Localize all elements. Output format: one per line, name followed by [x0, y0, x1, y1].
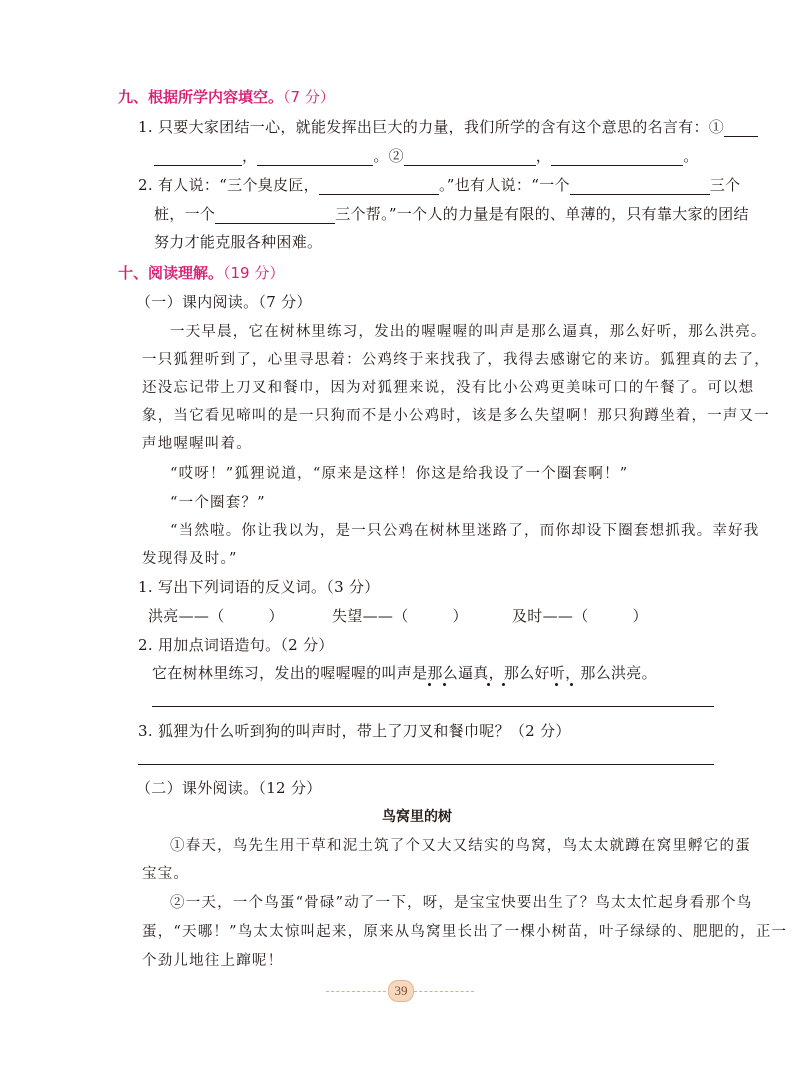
passage1-line: 发现得及时。” [142, 551, 238, 567]
passage1-line: “哎呀！”狐狸说道，“原来是这样！你这是给我设了一个圈套啊！” [170, 466, 629, 482]
blank-6[interactable] [319, 178, 439, 195]
paren-close: ） [452, 607, 468, 625]
emphasis-dot [487, 683, 490, 686]
q9-2-line1 [138, 174, 740, 195]
q9-2-line2 [154, 203, 749, 224]
part1-q1: 1. 写出下列词语的反义词。（3 分） [138, 578, 380, 596]
footer-rule-left [326, 991, 386, 992]
section-10-label: 十、阅读理解。 [118, 264, 224, 282]
passage2-line: 蛋，“天哪！”鸟太太惊叫起来，原来从鸟窝里长出了一棵小树苗，叶子绿绿的、肥肥的，正一 [142, 924, 788, 940]
blank-7[interactable] [570, 178, 710, 195]
section-10-title [118, 262, 284, 283]
q9-1-comma2: ， [535, 147, 552, 165]
passage2-line: 宝宝。 [142, 866, 190, 882]
emphasis-dot [570, 683, 573, 686]
passage1-line: 象，当它看见啼叫的是一只狗而不是小公鸡时，该是多么失望啊！那只狗蹲坐着，一声又一 [142, 408, 770, 424]
story-title: 鸟窝里的树 [382, 809, 452, 825]
emphasis-dot [555, 683, 558, 686]
part1-heading: （一）课内阅读。（7 分） [136, 293, 312, 311]
passage1-line: 一只狐狸听到了，心里寻思着：公鸡终于来找我了，我得去感谢它的来访。狐狸真的去了， [142, 352, 770, 368]
passage1-line: “当然啦。你让我以为，是一只公鸡在树林里迷路了，而你却设下圈套想抓我。幸好我 [170, 523, 760, 539]
q9-2-part1: 2. 有人说：“三个臭皮匠， [138, 176, 319, 194]
blank-3[interactable] [257, 149, 373, 166]
q9-1-text: 1. 只要大家团结一心，就能发挥出巨大的力量，我们所学的含有这个意思的名言有：① [138, 118, 725, 136]
antonym-1 [148, 605, 284, 626]
q9-1-sep: 。② [373, 147, 404, 165]
blank-4[interactable] [404, 149, 536, 166]
passage1-line: 还没忘记带上刀叉和餐巾，因为对狐狸来说，没有比小公鸡更美味可口的午餐了。可以想 [142, 380, 755, 396]
section-10-points: （19 分） [223, 264, 285, 282]
blank-2[interactable] [154, 149, 242, 166]
q9-2-line3: 努力才能克服各种困难。 [154, 233, 323, 251]
q9-2-part3: 三个 [709, 176, 741, 194]
page-number: 39 [388, 980, 414, 1002]
part1-q3: 3. 狐狸为什么听到狗的叫声时，带上了刀叉和餐巾呢？（2 分） [138, 722, 571, 740]
emphasis-dot [502, 683, 505, 686]
q9-2-part2: 。”也有人说：“一个 [438, 176, 570, 194]
antonym-1-label: 洪亮——（ [148, 607, 225, 625]
q9-1-line1 [138, 116, 758, 137]
passage1-line: 声地喔喔叫着。 [142, 436, 252, 452]
blank-8[interactable] [215, 207, 335, 224]
passage2-line: 个劲儿地往上蹿呢！ [142, 953, 284, 969]
footer-rule-right [414, 991, 474, 992]
part2-heading: （二）课外阅读。（12 分） [136, 779, 322, 797]
answer-line-q2[interactable] [152, 706, 714, 707]
q9-1-end: 。 [683, 147, 699, 165]
antonym-3-label: 及时——（ [512, 607, 589, 625]
blank-5[interactable] [551, 149, 683, 166]
q2-sentence: 它在树林里练习，发出的喔喔喔的叫声是那么逼真，那么好听，那么洪亮。 [152, 664, 657, 682]
emphasis-dot [443, 683, 446, 686]
q9-1-comma1: ， [242, 147, 258, 165]
antonym-2-label: 失望——（ [332, 607, 409, 625]
paren-close: ） [632, 607, 648, 625]
passage2-line: ①春天，鸟先生用干草和泥土筑了个又大又结实的鸟窝，鸟太太就蹲在窝里孵它的蛋 [170, 838, 751, 854]
answer-line-q3[interactable] [138, 764, 714, 765]
antonym-3 [512, 605, 648, 626]
section-9-label: 九、根据所学内容填空。 [118, 88, 284, 106]
antonym-2 [332, 605, 468, 626]
passage1-line: “一个圈套？” [170, 495, 266, 511]
q9-2-part4: 桩，一个 [154, 205, 216, 223]
passage2-line: ②一天，一个鸟蛋“骨碌”动了一下，呀，是宝宝快要出生了？鸟太太忙起身看那个鸟 [170, 895, 753, 911]
paren-close: ） [268, 607, 284, 625]
part1-q2: 2. 用加点词语造句。（2 分） [138, 636, 334, 654]
passage1-line: 一天早晨，它在树林里练习，发出的喔喔喔的叫声是那么逼真，那么好听，那么洪亮。 [170, 324, 767, 340]
section-9-title [118, 86, 335, 107]
q9-2-part5: 三个帮。”一个人的力量是有限的、单薄的，只有靠大家的团结 [335, 205, 749, 223]
blank-1[interactable] [724, 120, 758, 137]
emphasis-dot [428, 683, 431, 686]
q9-1-line2 [154, 145, 699, 166]
section-9-points: （7 分） [283, 88, 335, 106]
